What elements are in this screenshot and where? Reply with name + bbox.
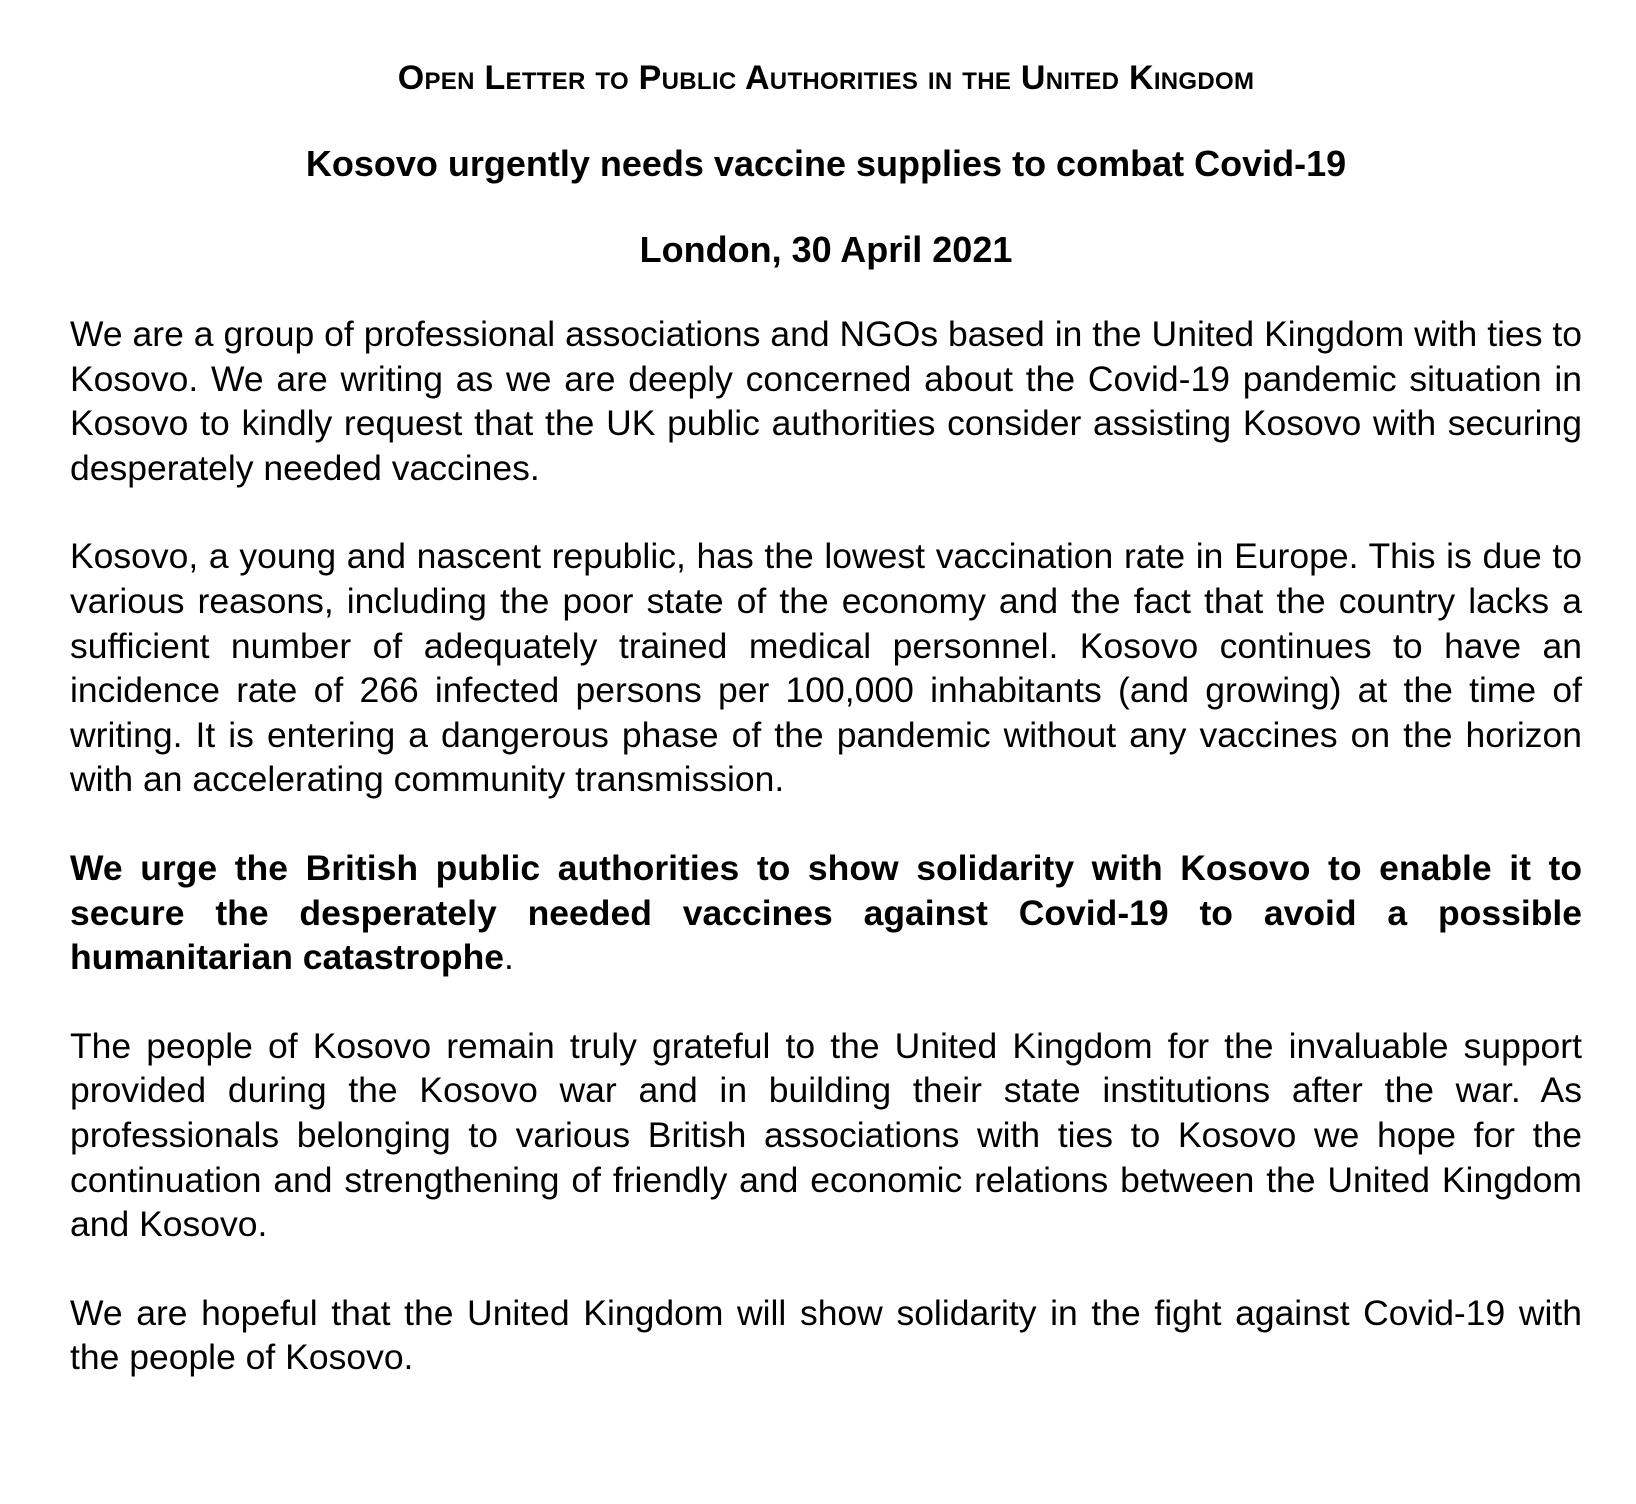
appeal-bold-text: We urge the British public authorities to show solidarity with Kosovo to enable it to secure the desperately needed vaccines against Covid-19 to avoid a possible humanitarian catastrophe [70,847,1582,978]
letter-page [70,58,1582,1380]
paragraph-appeal [70,846,1582,980]
letter-heading: Open Letter to Public Authorities in the United Kingdom [397,59,1255,97]
letter-place-date: London, 30 April 2021 [639,229,1013,270]
paragraph-situation: Kosovo, a young and nascent republic, has the lowest vaccination rate in Europe. This is due to various reasons, including the poor state of the economy and the fact that the country lacks a sufficient number of adequately trained medical personnel. Kosovo continues to have an incidence rate of 266 infected persons per 100,000 inhabitants (and growing) at the time of writing. It is entering a dangerous phase of the pandemic without any vaccines on the horizon with an accelerating community transmission. [70,536,1582,800]
paragraph-gratitude: The people of Kosovo remain truly grateful to the United Kingdom for the invaluable support provided during the Kosovo war and in building their state institutions after the war. As professionals belonging to various British associations with ties to Kosovo we hope for the continuation and strengthening of friendly and economic relations between the United Kingdom and Kosovo. [70,1025,1582,1245]
paragraph-closing: We are hopeful that the United Kingdom will show solidarity in the fight against Covid-19 with the people of Kosovo. [70,1292,1582,1378]
letter-subheading: Kosovo urgently needs vaccine supplies to combat Covid-19 [305,143,1347,184]
paragraph-introduction: We are a group of professional associations and NGOs based in the United Kingdom with ties to Kosovo. We are writing as we are deeply concerned about the Covid-19 pandemic situation in Kosovo to kindly request that the UK public authorities consider assisting Kosovo with securing desperately needed vaccines. [70,314,1582,488]
appeal-trailing-period: . [504,937,514,978]
